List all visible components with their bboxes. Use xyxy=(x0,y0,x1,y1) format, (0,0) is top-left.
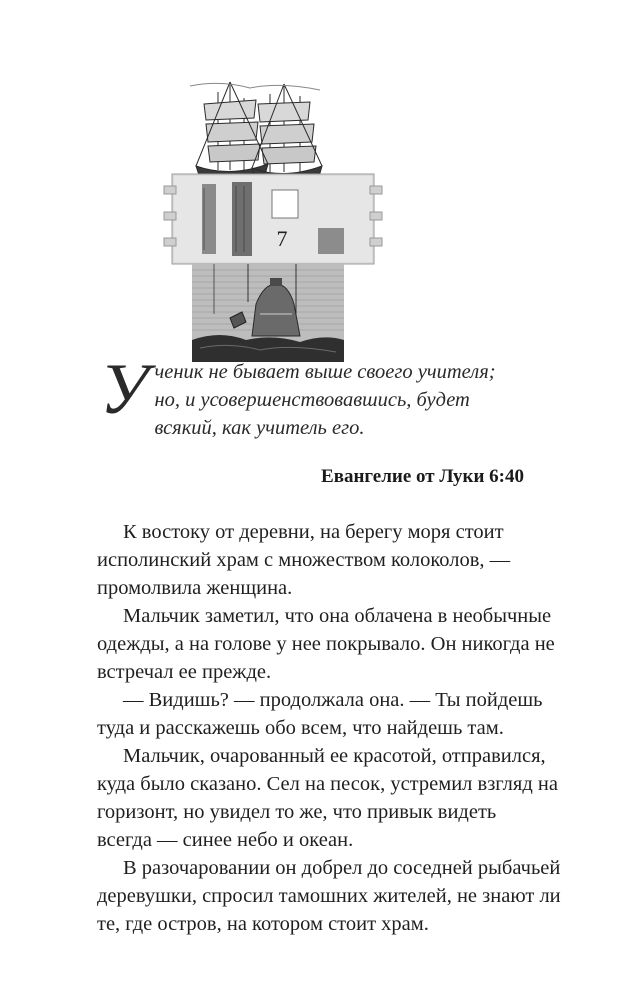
chapter-number: 7 xyxy=(276,226,288,251)
body-line: деревушки, спросил тамошних жителей, не знают ли xyxy=(97,885,561,907)
body-line: В разочаровании он добрел до соседней рыбачьей xyxy=(123,857,561,879)
body-text xyxy=(97,518,561,938)
body-line: горизонт, но увидел то же, что привык видеть xyxy=(97,801,497,823)
epigraph-line: всякий, как учитель его. xyxy=(154,417,365,439)
epigraph-source: Евангелие от Луки 6:40 xyxy=(321,466,524,487)
body-line: промолвила женщина. xyxy=(97,577,293,599)
epigraph-line: но, и усовершенствовавшись, будет xyxy=(154,389,470,411)
epigraph-drop-cap: У xyxy=(100,349,149,429)
body-line: всегда — синее небо и океан. xyxy=(97,829,354,851)
body-line: одежды, а на голове у нее покрывало. Он никогда не xyxy=(97,633,555,655)
diving-bell-engraving xyxy=(192,264,344,362)
body-line: — Видишь? — продолжала она. — Ты пойдешь xyxy=(123,689,543,711)
epigraph-line: ченик не бывает выше своего учителя; xyxy=(154,361,496,383)
body-line: Мальчик, очарованный ее красотой, отправился, xyxy=(123,745,546,767)
ships-engraving xyxy=(190,82,322,184)
body-line: те, где остров, на котором стоит храм. xyxy=(97,913,429,935)
chapter-emblem-illustration xyxy=(160,78,386,364)
body-line: К востоку от деревни, на берегу моря стоит xyxy=(123,521,504,543)
body-line: Мальчик заметил, что она облачена в необычные xyxy=(123,605,552,627)
body-line: куда было сказано. Сел на песок, устремил взгляд на xyxy=(97,773,558,795)
body-line: исполинский храм с множеством колоколов, — xyxy=(97,549,511,571)
chapter-emblem xyxy=(160,78,386,364)
epigraph xyxy=(100,349,510,442)
body-line: туда и расскажешь обо всем, что найдешь там. xyxy=(97,717,504,739)
body-line: встречал ее прежде. xyxy=(97,661,272,683)
